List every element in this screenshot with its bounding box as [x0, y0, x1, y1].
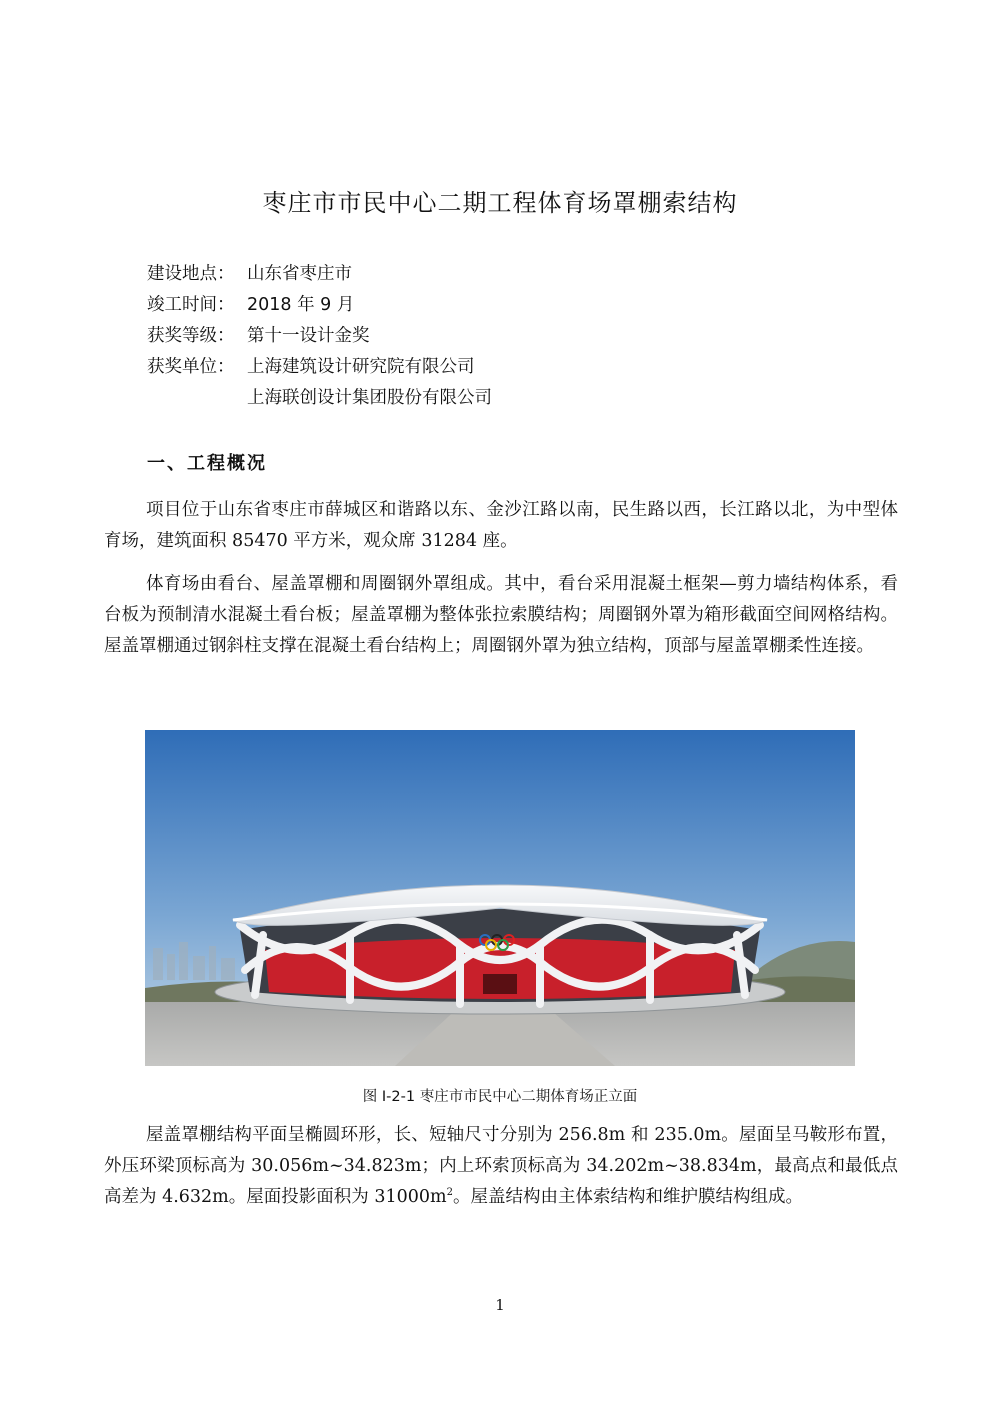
award-units-label: 获奖单位： — [147, 357, 235, 377]
award-level-label: 获奖等级： — [147, 326, 235, 346]
roof-structure-text-a: 屋盖罩棚结构平面呈椭圆环形，长、短轴尺寸分别为 256.8m 和 235.0m。屋面呈马鞍形布置，外压环梁顶标高为 30.056m~34.823m；内上环索顶标高为 34.202m~38.834m，最高点和最低点高差为 4.632m。屋面投影面积为 31000m — [104, 1125, 898, 1207]
award-unit-row — [147, 352, 492, 383]
page-number: 1 — [495, 1296, 505, 1314]
superscript-2: 2 — [446, 1187, 453, 1199]
paragraph-roof-structure — [104, 1120, 898, 1213]
completion-row — [147, 290, 492, 321]
roof-structure-text-b: 。屋盖结构由主体索结构和维护膜结构组成。 — [452, 1187, 803, 1207]
location-label: 建设地点： — [147, 264, 235, 284]
project-info — [147, 259, 492, 414]
award-unit-1: 上海建筑设计研究院有限公司 — [247, 357, 475, 377]
award-level-value: 第十一设计金奖 — [247, 326, 370, 346]
figure-caption: 图 I-2-1 枣庄市市民中心二期体育场正立面 — [362, 1089, 638, 1105]
award-unit-row-2 — [147, 383, 492, 414]
location-value: 山东省枣庄市 — [247, 264, 352, 284]
paragraph-composition: 体育场由看台、屋盖罩棚和周圈钢外罩组成。其中，看台采用混凝土框架—剪力墙结构体系，看台板为预制清水混凝土看台板；屋盖罩棚为整体张拉索膜结构；周圈钢外罩为箱形截面空间网格结构。屋盖罩棚通过钢斜柱支撑在混凝土看台结构上；周圈钢外罩为独立结构，顶部与屋盖罩棚柔性连接。 — [104, 574, 898, 656]
paragraph-location: 项目位于山东省枣庄市薛城区和谐路以东、金沙江路以南，民生路以西，长江路以北，为中型体育场，建筑面积 85470 平方米，观众席 31284 座。 — [104, 500, 898, 551]
completion-value: 2018 年 9 月 — [247, 295, 355, 315]
section-heading: 一、工程概况 — [147, 453, 267, 474]
completion-label: 竣工时间： — [147, 295, 235, 315]
award-level-row — [147, 321, 492, 352]
location-row — [147, 259, 492, 290]
stadium-photo — [145, 730, 855, 1066]
document-title: 枣庄市市民中心二期工程体育场罩棚索结构 — [262, 189, 738, 217]
award-unit-2: 上海联创设计集团股份有限公司 — [247, 388, 492, 408]
